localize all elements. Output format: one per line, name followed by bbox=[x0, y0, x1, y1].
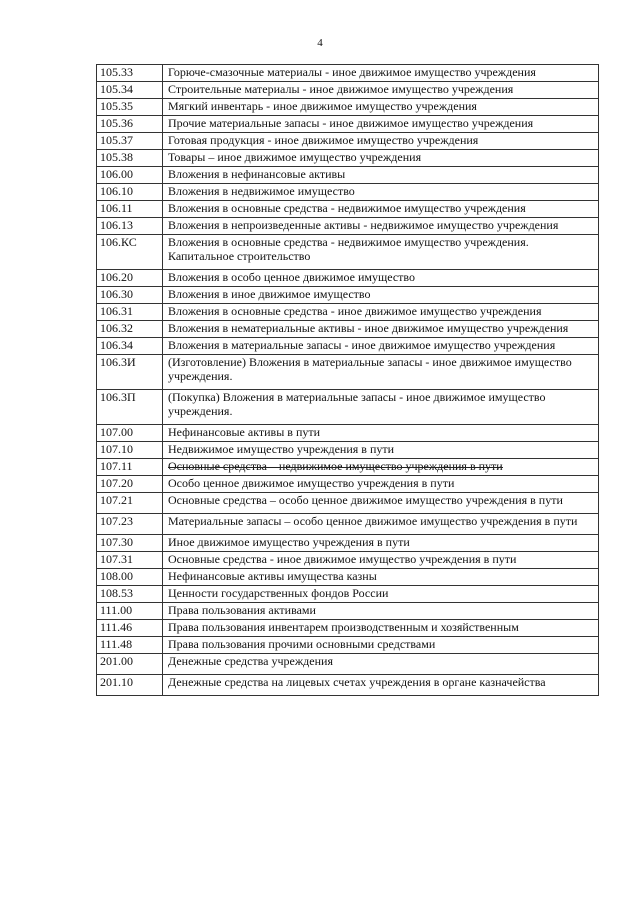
account-name: Права пользования инвентарем производственным и хозяйственным bbox=[163, 620, 599, 637]
table-row bbox=[97, 150, 599, 167]
account-name: Материальные запасы – особо ценное движимое имущество учреждения в пути bbox=[163, 514, 599, 535]
table-row bbox=[97, 459, 599, 476]
table-row bbox=[97, 167, 599, 184]
account-code: 106.11 bbox=[97, 201, 163, 218]
account-name: Строительные материалы - иное движимое имущество учреждения bbox=[163, 82, 599, 99]
table-row bbox=[97, 390, 599, 425]
table-row bbox=[97, 620, 599, 637]
table-row bbox=[97, 338, 599, 355]
account-code: 107.10 bbox=[97, 442, 163, 459]
table-row bbox=[97, 476, 599, 493]
account-name: Горюче-смазочные материалы - иное движимое имущество учреждения bbox=[163, 65, 599, 82]
table-row bbox=[97, 133, 599, 150]
account-name: Права пользования активами bbox=[163, 603, 599, 620]
account-code: 201.00 bbox=[97, 654, 163, 675]
table-row bbox=[97, 82, 599, 99]
account-name: Готовая продукция - иное движимое имущество учреждения bbox=[163, 133, 599, 150]
account-code: 106.КС bbox=[97, 235, 163, 270]
account-name: Вложения в нефинансовые активы bbox=[163, 167, 599, 184]
table-row bbox=[97, 425, 599, 442]
account-name: Вложения в непроизведенные активы - недвижимое имущество учреждения bbox=[163, 218, 599, 235]
table-row bbox=[97, 270, 599, 287]
account-name: Ценности государственных фондов России bbox=[163, 586, 599, 603]
table-row bbox=[97, 287, 599, 304]
account-code: 106.13 bbox=[97, 218, 163, 235]
account-name: Вложения в нематериальные активы - иное движимое имущество учреждения bbox=[163, 321, 599, 338]
table-row bbox=[97, 235, 599, 270]
accounts-table bbox=[96, 64, 599, 696]
account-code: 107.21 bbox=[97, 493, 163, 514]
account-name: Вложения в иное движимое имущество bbox=[163, 287, 599, 304]
table-row bbox=[97, 116, 599, 133]
account-name: Товары – иное движимое имущество учреждения bbox=[163, 150, 599, 167]
account-code: 111.48 bbox=[97, 637, 163, 654]
account-code: 106.32 bbox=[97, 321, 163, 338]
table-row bbox=[97, 637, 599, 654]
account-name: Нефинансовые активы имущества казны bbox=[163, 569, 599, 586]
account-code: 107.30 bbox=[97, 535, 163, 552]
account-code: 111.46 bbox=[97, 620, 163, 637]
account-code: 107.23 bbox=[97, 514, 163, 535]
account-name: Нефинансовые активы в пути bbox=[163, 425, 599, 442]
table-row bbox=[97, 65, 599, 82]
account-code: 108.53 bbox=[97, 586, 163, 603]
account-name: (Покупка) Вложения в материальные запасы - иное движимое имущество учреждения. bbox=[163, 390, 599, 425]
table-row bbox=[97, 355, 599, 390]
account-code: 106.30 bbox=[97, 287, 163, 304]
account-name: Основные средства - иное движимое имущество учреждения в пути bbox=[163, 552, 599, 569]
table-row bbox=[97, 442, 599, 459]
table-row bbox=[97, 201, 599, 218]
table-row bbox=[97, 654, 599, 675]
table-row bbox=[97, 493, 599, 514]
account-name: Особо ценное движимое имущество учреждения в пути bbox=[163, 476, 599, 493]
account-name: Вложения в основные средства - иное движимое имущество учреждения bbox=[163, 304, 599, 321]
account-name: Прочие материальные запасы - иное движимое имущество учреждения bbox=[163, 116, 599, 133]
account-code: 105.34 bbox=[97, 82, 163, 99]
table-row bbox=[97, 586, 599, 603]
struck-text: Основные средства – недвижимое имущество учреждения в пути bbox=[168, 459, 503, 473]
account-code: 111.00 bbox=[97, 603, 163, 620]
table-row bbox=[97, 99, 599, 116]
table-row bbox=[97, 321, 599, 338]
account-name: Недвижимое имущество учреждения в пути bbox=[163, 442, 599, 459]
account-code: 107.31 bbox=[97, 552, 163, 569]
account-code: 107.20 bbox=[97, 476, 163, 493]
table-row bbox=[97, 603, 599, 620]
account-code: 106.3И bbox=[97, 355, 163, 390]
account-name: Вложения в основные средства - недвижимое имущество учреждения bbox=[163, 201, 599, 218]
account-name: Денежные средства на лицевых счетах учреждения в органе казначейства bbox=[163, 675, 599, 696]
account-code: 106.20 bbox=[97, 270, 163, 287]
table-row bbox=[97, 675, 599, 696]
account-code: 106.31 bbox=[97, 304, 163, 321]
table-row bbox=[97, 552, 599, 569]
table-row bbox=[97, 569, 599, 586]
account-code: 106.10 bbox=[97, 184, 163, 201]
account-name: Вложения в основные средства - недвижимое имущество учреждения. Капитальное строительство bbox=[163, 235, 599, 270]
account-code: 105.35 bbox=[97, 99, 163, 116]
page-number: 4 bbox=[317, 37, 323, 49]
table-row bbox=[97, 218, 599, 235]
table-row bbox=[97, 184, 599, 201]
account-code: 106.34 bbox=[97, 338, 163, 355]
account-code: 105.36 bbox=[97, 116, 163, 133]
account-code: 201.10 bbox=[97, 675, 163, 696]
account-name: Мягкий инвентарь - иное движимое имущество учреждения bbox=[163, 99, 599, 116]
account-name bbox=[163, 459, 599, 476]
table-row bbox=[97, 514, 599, 535]
account-code: 106.00 bbox=[97, 167, 163, 184]
account-name: Основные средства – особо ценное движимое имущество учреждения в пути bbox=[163, 493, 599, 514]
account-name: Вложения в недвижимое имущество bbox=[163, 184, 599, 201]
account-name: Права пользования прочими основными средствами bbox=[163, 637, 599, 654]
account-code: 107.00 bbox=[97, 425, 163, 442]
account-name: Иное движимое имущество учреждения в пути bbox=[163, 535, 599, 552]
table-row bbox=[97, 304, 599, 321]
table-row bbox=[97, 535, 599, 552]
account-code: 107.11 bbox=[97, 459, 163, 476]
account-code: 105.37 bbox=[97, 133, 163, 150]
account-name: Вложения в особо ценное движимое имущество bbox=[163, 270, 599, 287]
account-code: 105.33 bbox=[97, 65, 163, 82]
account-name: Вложения в материальные запасы - иное движимое имущество учреждения bbox=[163, 338, 599, 355]
account-name: Денежные средства учреждения bbox=[163, 654, 599, 675]
account-name: (Изготовление) Вложения в материальные запасы - иное движимое имущество учреждения. bbox=[163, 355, 599, 390]
account-code: 108.00 bbox=[97, 569, 163, 586]
account-code: 106.3П bbox=[97, 390, 163, 425]
account-code: 105.38 bbox=[97, 150, 163, 167]
